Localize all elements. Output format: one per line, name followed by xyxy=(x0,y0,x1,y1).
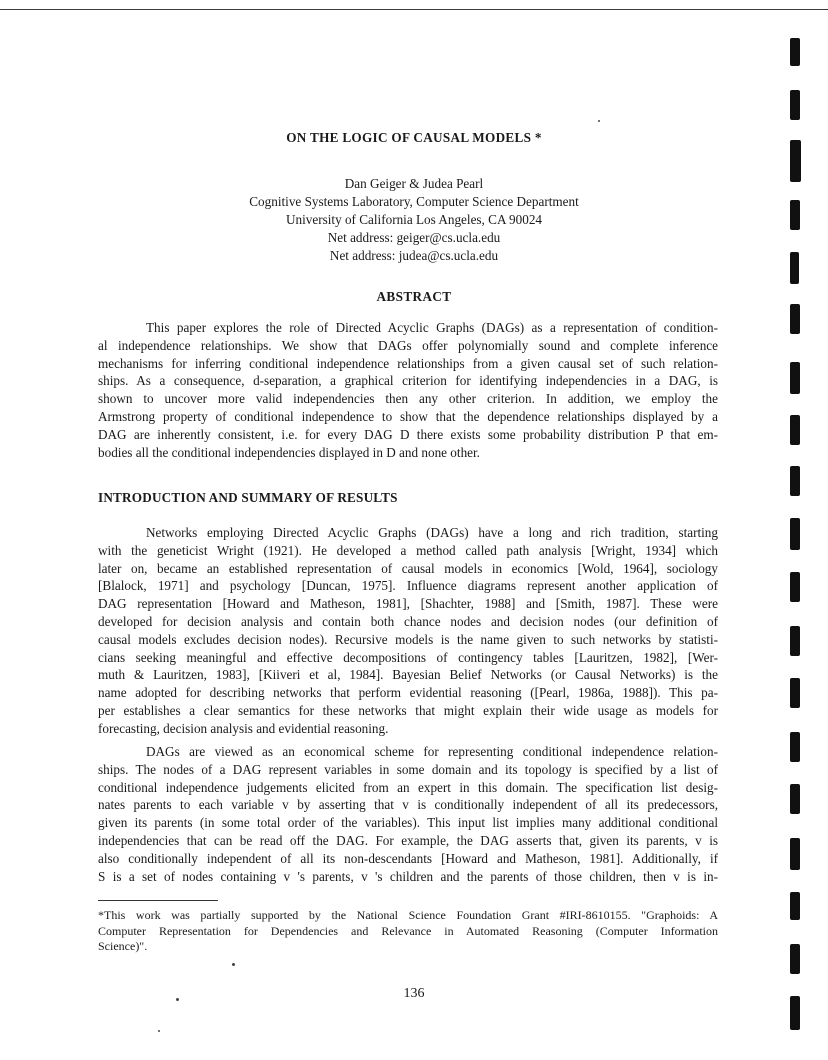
abstract-line: shown to uncover more valid independencies then any other criterion. In addition, we employ the xyxy=(98,391,718,407)
intro-p1-line: cians seeking meaningful and effective decompositions of contingency tables [Lauritzen, 1982], [Wer- xyxy=(98,649,718,665)
abstract-line: al independence relationships. We show that DAGs offer polynomially sound and complete inference xyxy=(98,337,718,353)
footnote xyxy=(98,908,718,955)
intro-p1-line: causal models excludes decision nodes). Recursive models is the name given to such networks by statisti- xyxy=(98,631,718,647)
binder-mark xyxy=(790,892,800,920)
intro-p1-line: forecasting, decision analysis and evidential reasoning. xyxy=(98,720,389,736)
binder-mark xyxy=(790,678,800,708)
intro-paragraph-1 xyxy=(98,524,718,738)
page-number: 136 xyxy=(403,986,425,1001)
intro-p1-line: Networks employing Directed Acyclic Graphs (DAGs) have a long and rich tradition, starting xyxy=(146,525,718,540)
author-email-1: Net address: geiger@cs.ucla.edu xyxy=(327,230,501,245)
intro-p1-line: [Blalock, 1971] and psychology [Duncan, 1975]. Influence diagrams represent another application of xyxy=(98,578,718,594)
binder-mark xyxy=(790,518,800,550)
binder-mark xyxy=(790,838,800,870)
intro-p1-line: developed for decision analysis and contain both chance nodes and decision nodes (our definition of xyxy=(98,613,718,629)
binder-mark xyxy=(790,626,800,656)
abstract-line: Armstrong property of conditional independence to show that the dependence relationships displayed by a xyxy=(98,408,718,424)
binder-mark xyxy=(790,732,800,762)
footnote-line: *This work was partially supported by the National Science Foundation Grant #IRI-8610155. "Graphoids: A xyxy=(98,908,718,922)
author-email-2: Net address: judea@cs.ucla.edu xyxy=(329,248,499,263)
binder-mark xyxy=(790,140,801,182)
binder-mark xyxy=(790,304,800,334)
binder-mark xyxy=(790,38,800,66)
binder-mark xyxy=(790,572,800,602)
intro-p2-line: conditional independence judgements elicited from an expert in this domain. The specification list desig- xyxy=(98,779,718,795)
intro-p2-line: ships. The nodes of a DAG represent variables in some domain and its topology is specified by a list of xyxy=(98,761,718,777)
scan-speck xyxy=(176,998,179,1001)
footnote-line: Science)". xyxy=(98,939,148,953)
abstract-line: This paper explores the role of Directed Acyclic Graphs (DAGs) as a representation of condition- xyxy=(146,320,718,335)
abstract-line: DAG are inherently consistent, i.e. for every DAG D there exists some probability distribution P that em- xyxy=(98,426,718,442)
binder-mark xyxy=(790,944,800,974)
author-address: University of California Los Angeles, CA 90024 xyxy=(285,212,543,227)
binder-mark xyxy=(790,415,800,445)
binder-mark xyxy=(790,200,800,230)
footnote-rule xyxy=(98,900,218,901)
abstract-line: mechanisms for inferring conditional independence relationships from a given causal set of such relation- xyxy=(98,355,718,371)
intro-heading: INTRODUCTION AND SUMMARY OF RESULTS xyxy=(98,490,398,505)
abstract-heading: ABSTRACT xyxy=(376,289,452,304)
binder-mark xyxy=(790,90,800,120)
scan-speck xyxy=(232,963,235,966)
binder-mark xyxy=(790,784,800,814)
footnote-line: Computer Representation for Dependencies and Relevance in Automated Reasoning (Computer Information xyxy=(98,923,718,938)
intro-p2-line: nates parents to each variable v by asserting that v is conditionally independent of all its predecessors, xyxy=(98,797,718,813)
intro-p1-line: DAG representation [Howard and Matheson, 1981], [Shachter, 1988] and [Smith, 1987]. These were xyxy=(98,596,718,612)
abstract-body xyxy=(98,319,718,461)
author-names: Dan Geiger & Judea Pearl xyxy=(344,176,484,191)
intro-p2-line: also conditionally independent of all its non-descendants [Howard and Matheson, 1981]. Additionally, if xyxy=(98,850,718,866)
intro-p1-line: per establishes a clear semantics for these networks that might explain their wide usage as models for xyxy=(98,702,718,718)
intro-p1-line: later on, became an established representation of causal models in economics [Wold, 1964], sociology xyxy=(98,560,718,576)
intro-paragraph-2 xyxy=(98,743,718,885)
intro-p2-line: given its parents (in some total order of the variables). This input list implies many additional conditional xyxy=(98,815,718,831)
intro-p2-line: DAGs are viewed as an economical scheme for representing conditional independence relation- xyxy=(146,744,718,759)
intro-p1-line: muth & Lauritzen, 1983], [Kiiveri et al, 1984]. Bayesian Belief Networks (or Causal Networks) is the xyxy=(98,667,718,683)
abstract-line: ships. As a consequence, d-separation, a graphical criterion for identifying independencies in a DAG, is xyxy=(98,373,718,389)
author-block xyxy=(0,175,828,265)
intro-p1-line: name adopted for describing networks that perform evidential reasoning ([Pearl, 1986a, 1988]). This pa- xyxy=(98,685,718,701)
binder-mark xyxy=(790,466,800,496)
author-affiliation: Cognitive Systems Laboratory, Computer Science Department xyxy=(249,194,579,209)
top-rule xyxy=(0,9,828,10)
binder-mark xyxy=(790,252,799,284)
scan-speck xyxy=(158,1030,160,1032)
binder-mark xyxy=(790,996,800,1030)
intro-p1-line: with the geneticist Wright (1921). He developed a method called path analysis [Wright, 1934] which xyxy=(98,542,718,558)
binder-mark xyxy=(790,362,800,394)
paper-title: ON THE LOGIC OF CAUSAL MODELS * xyxy=(286,130,542,145)
intro-p2-line: S is a set of nodes containing v 's parents, v 's children and the parents of those children, then v is in- xyxy=(98,868,718,884)
scan-speck xyxy=(598,120,600,122)
intro-p2-line: independencies that can be read off the DAG. For example, the DAG asserts that, given its parents, v is xyxy=(98,832,718,848)
abstract-line: bodies all the conditional independencies displayed in D and none other. xyxy=(98,444,480,460)
